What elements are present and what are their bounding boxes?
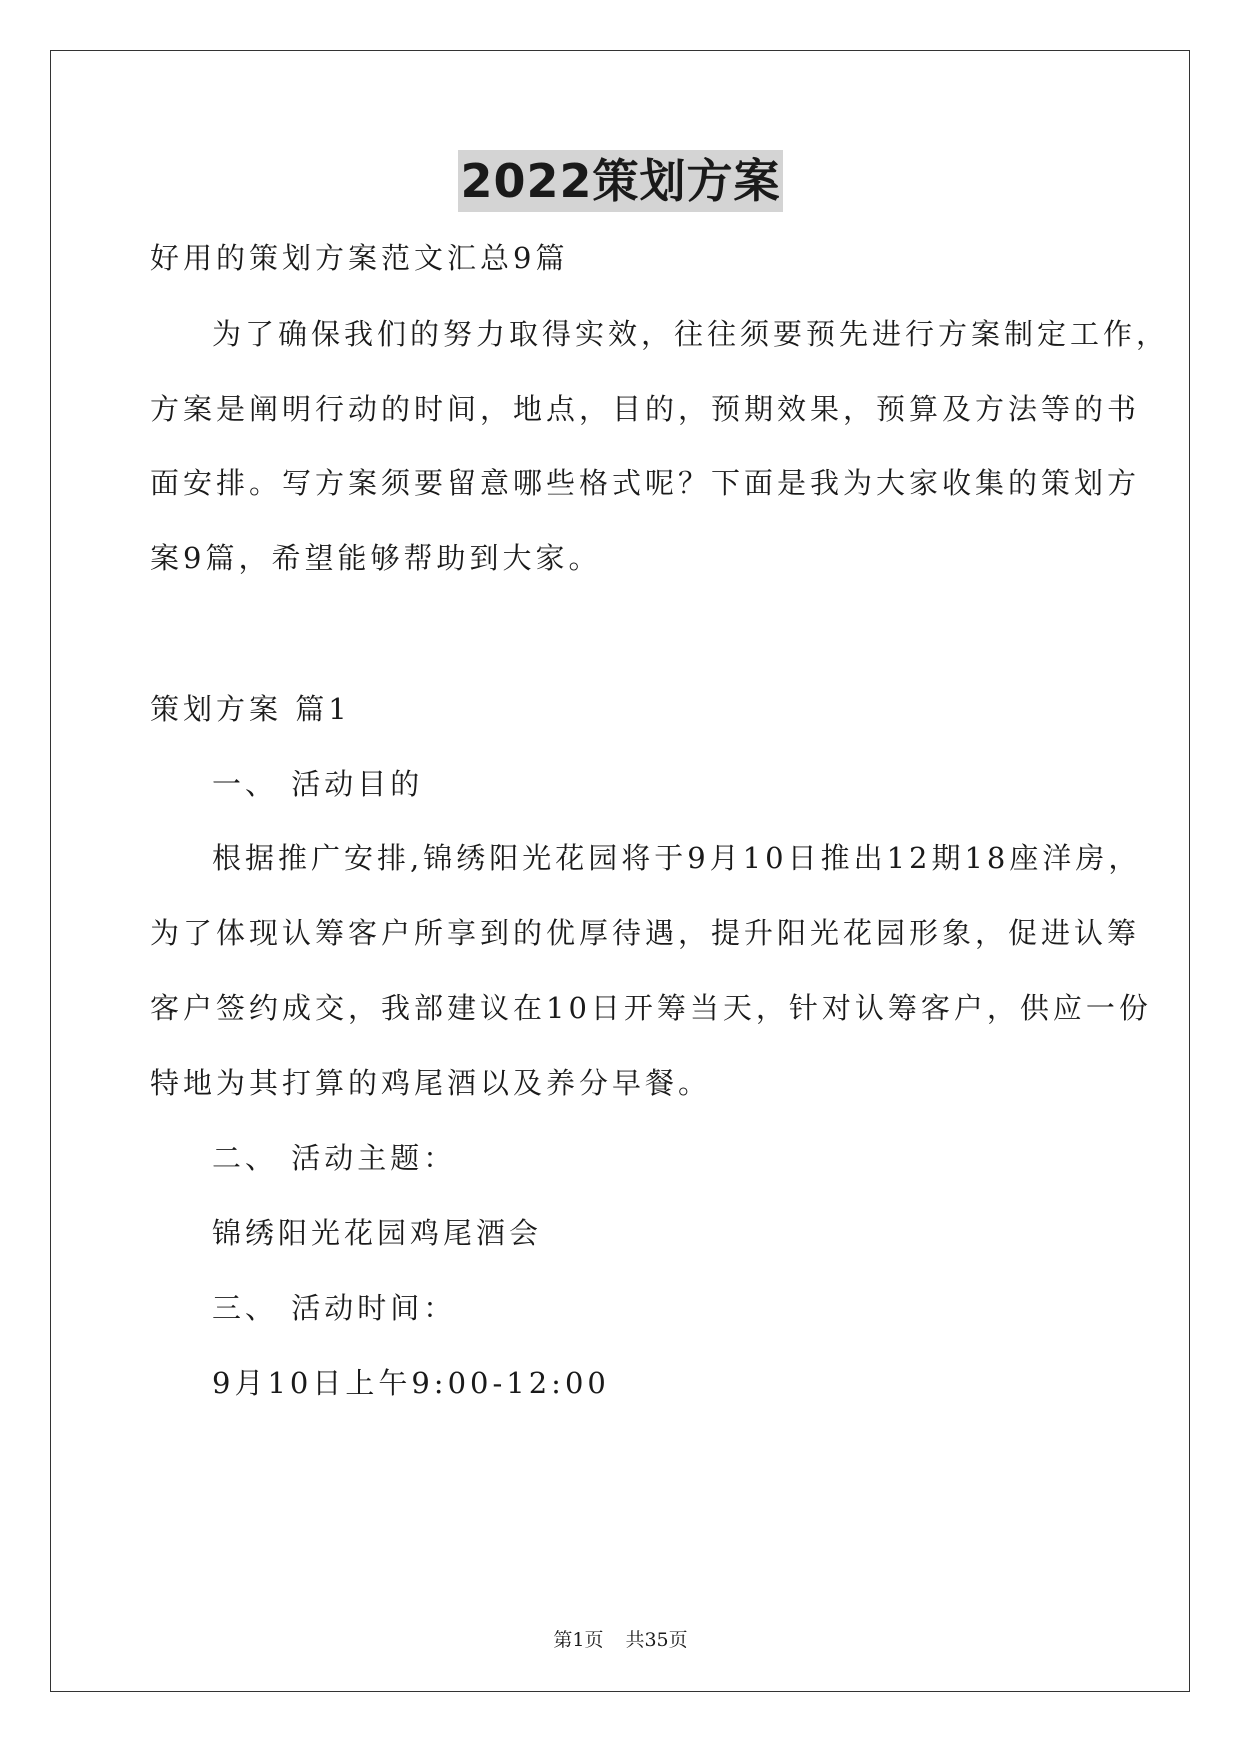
item1-line-4: 特地为其打算的鸡尾酒以及养分早餐。 bbox=[150, 1066, 712, 1100]
item2-heading: 二、 活动主题： bbox=[212, 1141, 457, 1175]
item2-body: 锦绣阳光花园鸡尾酒会 bbox=[212, 1216, 543, 1250]
item1-line-3: 客户签约成交，我部建议在10日开筹当天，针对认筹客户，供应一份 bbox=[150, 991, 1152, 1025]
section-heading: 策划方案 篇1 bbox=[150, 692, 351, 726]
item1-heading: 一、 活动目的 bbox=[212, 767, 424, 801]
document-title: 2022策划方案 bbox=[458, 150, 782, 212]
intro-line-1: 为了确保我们的努力取得实效，往往须要预先进行方案制定工作， bbox=[212, 317, 1170, 351]
item1-line-2: 为了体现认筹客户所享到的优厚待遇，提升阳光花园形象，促进认筹 bbox=[150, 916, 1141, 950]
page-footer bbox=[0, 1628, 1241, 1652]
footer-current-page: 第1页 bbox=[553, 1629, 604, 1651]
title-container bbox=[0, 150, 1241, 212]
intro-line-3: 面安排。写方案须要留意哪些格式呢？下面是我为大家收集的策划方 bbox=[150, 466, 1141, 500]
intro-line-4: 案9篇，希望能够帮助到大家。 bbox=[150, 541, 602, 575]
footer-total-pages: 共35页 bbox=[625, 1629, 688, 1651]
item1-line-1: 根据推广安排,锦绣阳光花园将于9月10日推出12期18座洋房， bbox=[212, 841, 1142, 875]
item3-body: 9月10日上午9:00-12:00 bbox=[212, 1366, 610, 1400]
document-subtitle: 好用的策划方案范文汇总9篇 bbox=[150, 241, 569, 275]
item3-heading: 三、 活动时间： bbox=[212, 1291, 457, 1325]
intro-line-2: 方案是阐明行动的时间，地点，目的，预期效果，预算及方法等的书 bbox=[150, 392, 1141, 426]
